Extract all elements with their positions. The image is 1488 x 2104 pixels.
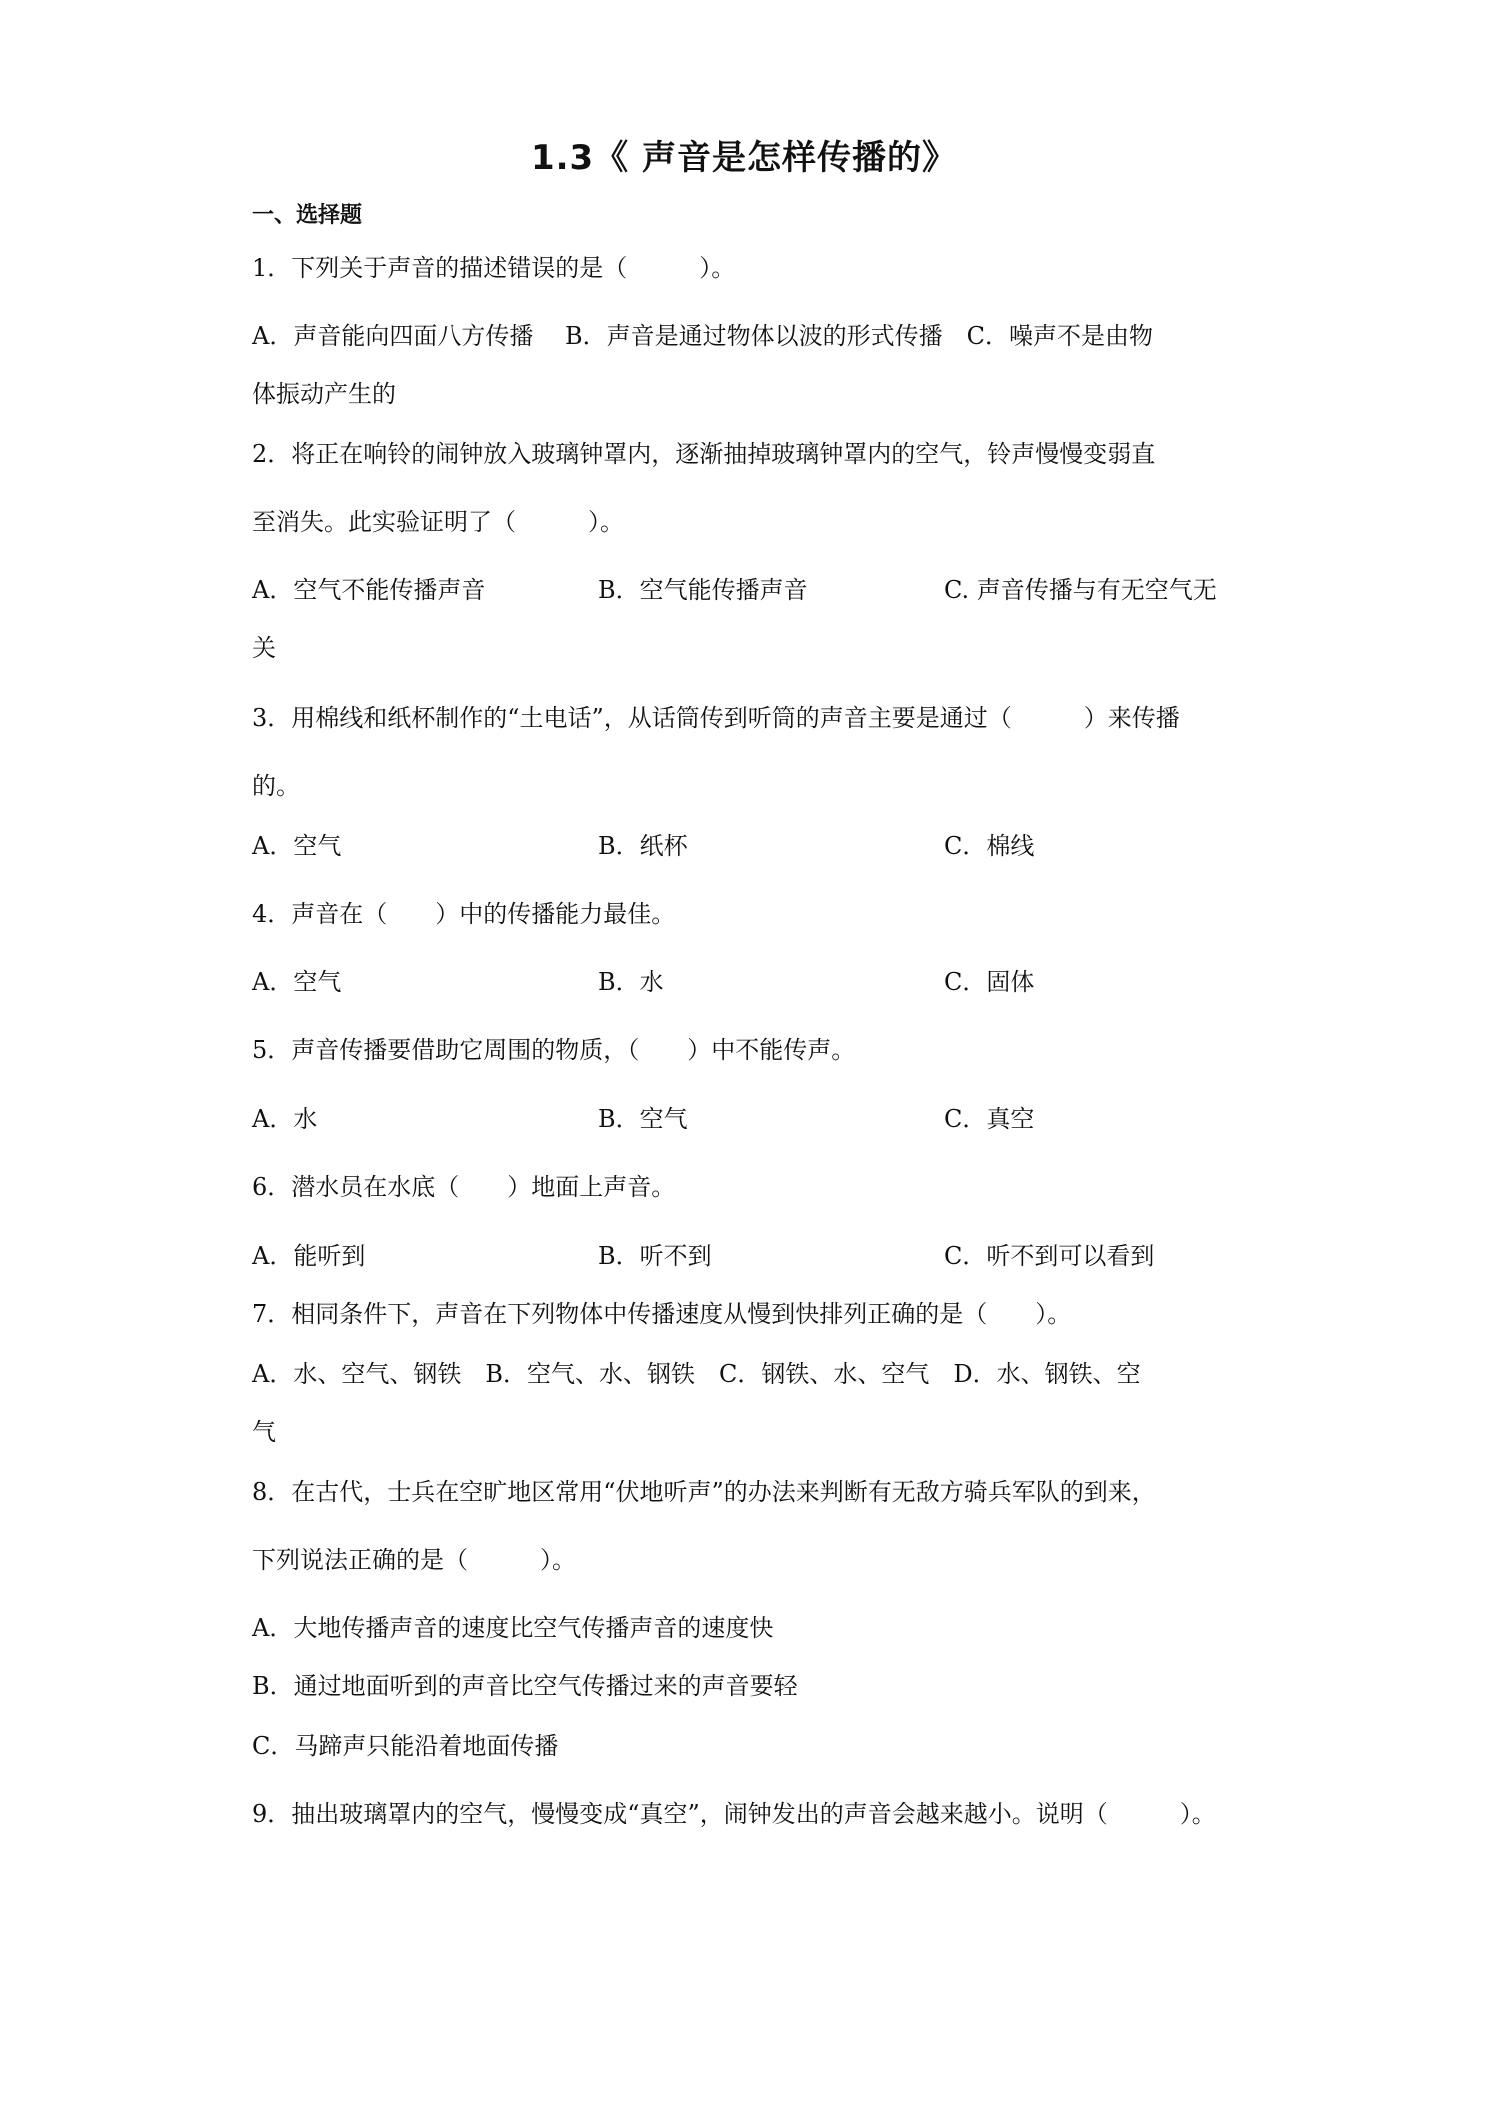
section-heading: 一、选择题 (252, 203, 363, 228)
question-8-option-c: C．马蹄声只能沿着地面传播 (252, 1732, 559, 1760)
question-7-options-continued: 气 (252, 1418, 276, 1446)
question-2-option-b: B．空气能传播声音 (598, 576, 808, 604)
question-4-option-b: B．水 (598, 968, 664, 996)
question-8-option-b: B．通过地面听到的声音比空气传播过来的声音要轻 (252, 1672, 798, 1700)
question-6-option-b: B．听不到 (598, 1242, 712, 1270)
question-5-option-c: C．真空 (944, 1105, 1035, 1133)
question-3-stem-continued: 的。 (252, 772, 300, 800)
question-1-options: A．声音能向四面八方传播 B．声音是通过物体以波的形式传播 C．噪声不是由物 (252, 322, 1153, 350)
question-7-options: A．水、空气、钢铁 B．空气、水、钢铁 C．钢铁、水、空气 D．水、钢铁、空 (252, 1360, 1141, 1388)
question-2-option-c-continued: 关 (252, 634, 276, 662)
question-8-option-a: A．大地传播声音的速度比空气传播声音的速度快 (252, 1614, 774, 1642)
question-6-option-a: A．能听到 (252, 1242, 366, 1270)
question-9-stem: 9．抽出玻璃罩内的空气，慢慢变成“真空”，闹钟发出的声音会越来越小。说明（ ）。 (252, 1800, 1216, 1828)
page-title: 1.3《 声音是怎样传播的》 (530, 138, 958, 178)
question-5-option-a: A．水 (252, 1105, 318, 1133)
question-8-stem: 8．在古代，士兵在空旷地区常用“伏地听声”的办法来判断有无敌方骑兵军队的到来， (252, 1478, 1156, 1506)
question-3-option-c: C．棉线 (944, 832, 1035, 860)
question-1-stem: 1．下列关于声音的描述错误的是（ ）。 (252, 254, 736, 282)
question-4-option-c: C．固体 (944, 968, 1035, 996)
question-3-stem: 3．用棉线和纸杯制作的“土电话”，从话筒传到听筒的声音主要是通过（ ）来传播 (252, 704, 1180, 732)
question-2-option-a: A．空气不能传播声音 (252, 576, 486, 604)
question-2-option-c: C. 声音传播与有无空气无 (944, 576, 1217, 604)
question-5-option-b: B．空气 (598, 1105, 688, 1133)
question-7-stem: 7．相同条件下，声音在下列物体中传播速度从慢到快排列正确的是（ ）。 (252, 1300, 1072, 1328)
question-3-option-b: B．纸杯 (598, 832, 688, 860)
question-4-stem: 4．声音在（ ）中的传播能力最佳。 (252, 900, 676, 928)
question-6-option-c: C．听不到可以看到 (944, 1242, 1155, 1270)
question-3-option-a: A．空气 (252, 832, 342, 860)
question-4-option-a: A．空气 (252, 968, 342, 996)
question-8-stem-continued: 下列说法正确的是（ ）。 (252, 1546, 576, 1574)
question-2-stem: 2．将正在响铃的闹钟放入玻璃钟罩内，逐渐抽掉玻璃钟罩内的空气，铃声慢慢变弱直 (252, 440, 1156, 468)
question-5-stem: 5．声音传播要借助它周围的物质，（ ）中不能传声。 (252, 1036, 856, 1064)
question-6-stem: 6．潜水员在水底（ ）地面上声音。 (252, 1173, 676, 1201)
question-2-stem-continued: 至消失。此实验证明了（ ）。 (252, 508, 624, 536)
question-1-options-continued: 体振动产生的 (252, 380, 396, 408)
